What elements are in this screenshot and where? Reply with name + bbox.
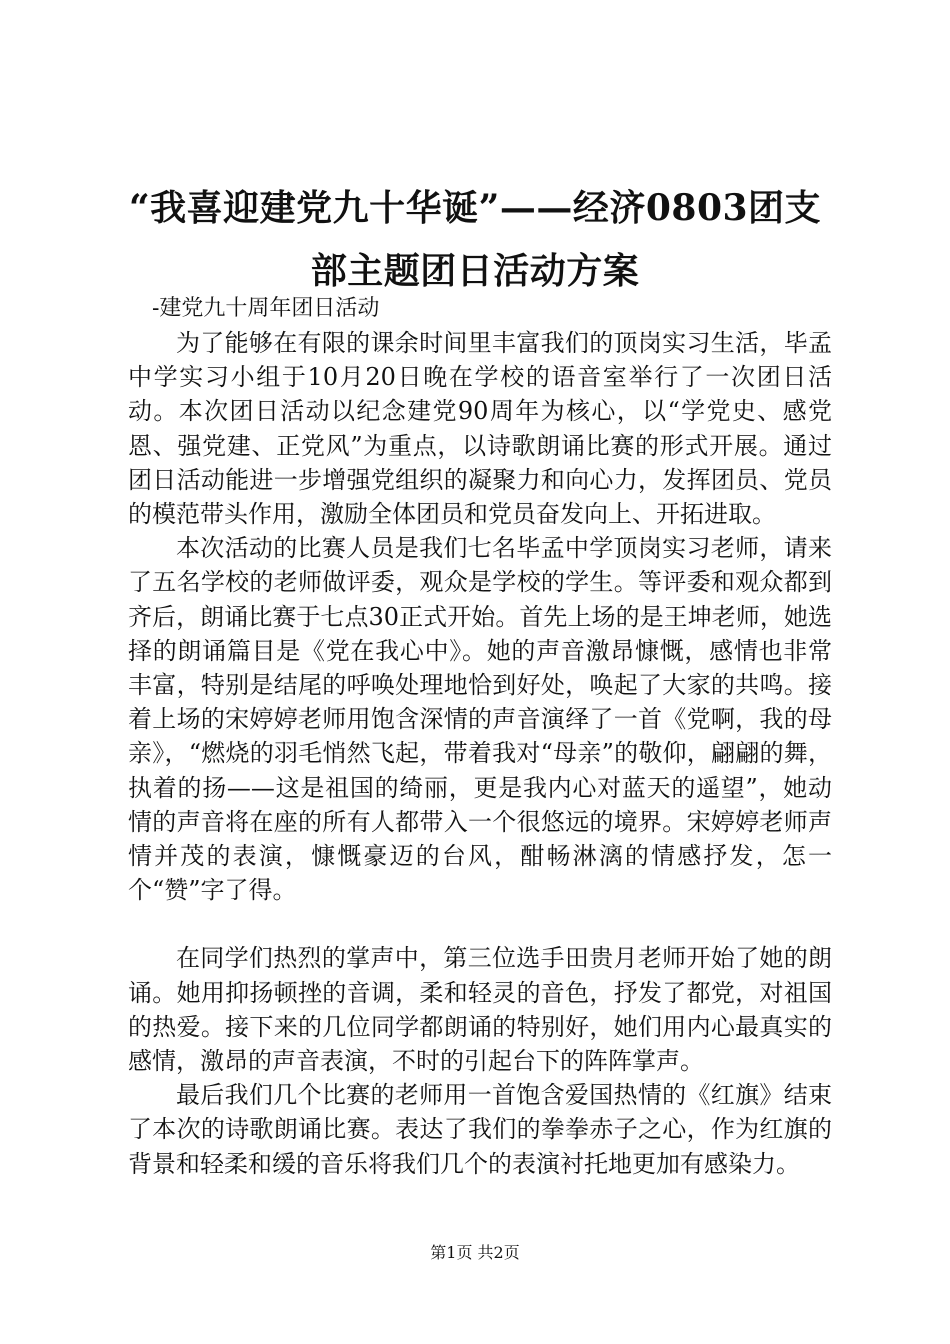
document-title-line-1: “我喜迎建党九十华诞”——经济0803团支 <box>128 187 822 229</box>
paragraph-4: 最后我们几个比赛的老师用一首饱含爱国热情的《红旗》结束了本次的诗歌朗诵比赛。表达了我们的拳拳赤子之心，作为红旗的背景和轻柔和缓的音乐将我们几个的表演衬托地更加有感染力。 <box>128 1081 832 1178</box>
paragraph-1: 为了能够在有限的课余时间里丰富我们的顶岗实习生活，毕孟中学实习小组于10月20日晚在学校的语音室举行了一次团日活动。本次团日活动以纪念建党90周年为核心，以“学党史、感党恩、强党建、正党风”为重点，以诗歌朗诵比赛的形式开展。通过团日活动能进一步增强党组织的凝聚力和向心力，发挥团员、党员的模范带头作用，激励全体团员和党员奋发向上、开拓进取。 <box>128 329 832 529</box>
paragraph-2: 本次活动的比赛人员是我们七名毕孟中学顶岗实习老师，请来了五名学校的老师做评委，观众是学校的学生。等评委和观众都到齐后，朗诵比赛于七点30正式开始。首先上场的是王坤老师，她选择的朗诵篇目是《党在我心中》。她的声音激昂慷慨，感情也非常丰富，特别是结尾的呼唤处理地恰到好处，唤起了大家的共鸣。接着上场的宋婷婷老师用饱含深情的声音演绎了一首《党啊，我的母亲》，“燃烧的羽毛悄然飞起，带着我对“母亲”的敬仰，翩翩的舞，执着的扬——这是祖国的绮丽，更是我内心对蓝天的遥望”，她动情的声音将在座的所有人都带入一个很悠远的境界。宋婷婷老师声情并茂的表演，慷慨豪迈的台风，酣畅淋漓的情感抒发，怎一个“赞”字了得。 <box>128 534 832 905</box>
document-title-line-2: 部主题团日活动方案 <box>310 250 640 292</box>
page-footer: 第1页 共2页 <box>430 1243 520 1262</box>
document-subtitle: -建党九十周年团日活动 <box>152 296 380 321</box>
document-body <box>128 326 832 1181</box>
paragraph-3: 在同学们热烈的掌声中，第三位选手田贵月老师开始了她的朗诵。她用抑扬顿挫的音调，柔和轻灵的音色，抒发了都党，对祖国的热爱。接下来的几位同学都朗诵的特别好，她们用内心最真实的感情，激昂的声音表演，不时的引起台下的阵阵掌声。 <box>128 944 832 1076</box>
